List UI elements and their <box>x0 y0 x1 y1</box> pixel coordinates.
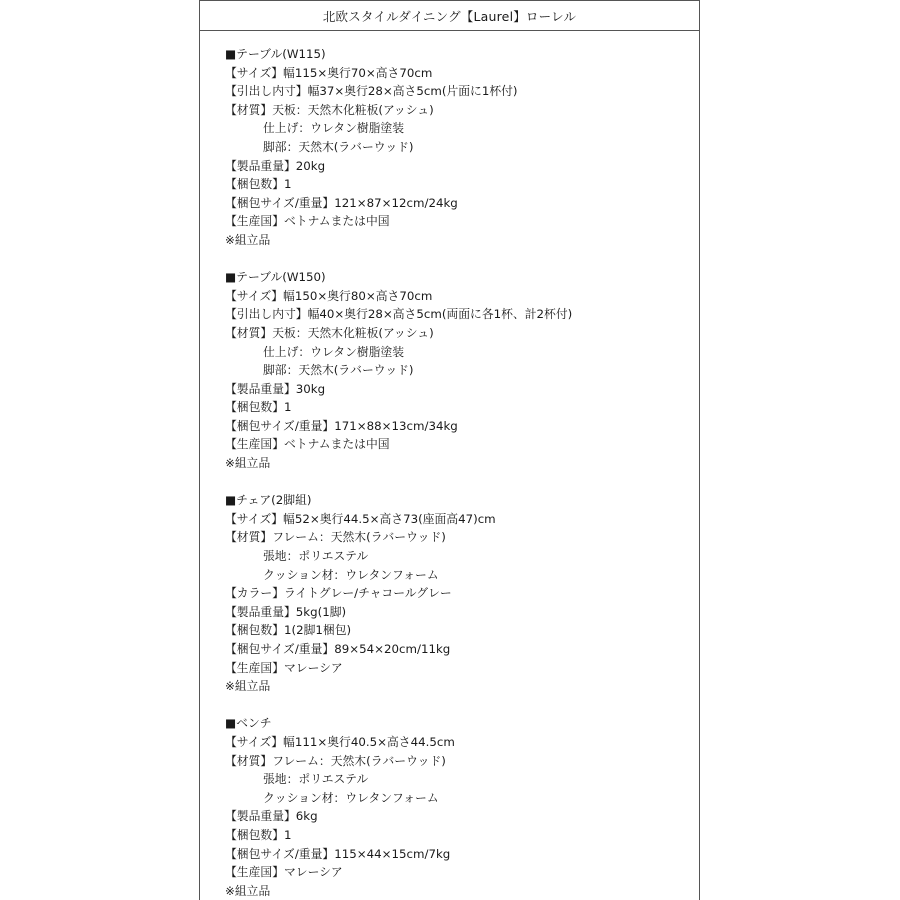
spec-section <box>225 714 695 900</box>
spec-line: 仕上げ：ウレタン樹脂塗装 <box>263 344 405 359</box>
spec-line: 【梱包サイズ/重量】171×88×13cm/34kg <box>225 418 458 433</box>
spec-line: 【梱包数】1(2脚1梱包) <box>225 623 352 638</box>
spec-section <box>225 268 695 473</box>
spec-line: 【生産国】ベトナムまたは中国 <box>225 214 390 229</box>
spec-line: 【材質】天板：天然木化粧板(アッシュ) <box>225 102 434 117</box>
section-heading: ■ベンチ <box>225 716 272 731</box>
spec-line: ※組立品 <box>225 232 271 247</box>
section-heading: ■テーブル(W115) <box>225 47 326 61</box>
spec-section <box>225 45 695 250</box>
spec-section <box>225 491 695 696</box>
spec-line: 【梱包数】1 <box>225 827 292 842</box>
section-heading: ■チェア(2脚組) <box>225 493 312 508</box>
section-heading: ■テーブル(W150) <box>225 270 326 285</box>
spec-line: 【製品重量】30kg <box>225 381 326 396</box>
spec-line: クッション材：ウレタンフォーム <box>263 790 439 805</box>
spec-line: 【カラー】ライトグレー/チャコールグレー <box>225 586 452 601</box>
spec-line: 【生産国】マレーシア <box>225 660 343 675</box>
spec-line: 【梱包数】1 <box>225 400 292 415</box>
section-spacer <box>225 696 695 715</box>
spec-line: 【材質】フレーム：天然木(ラバーウッド) <box>225 753 446 768</box>
section-spacer <box>225 250 695 269</box>
spec-line: 【製品重量】6kg <box>225 809 318 824</box>
spec-line: 【梱包数】1 <box>225 177 292 192</box>
spec-line: 【生産国】マレーシア <box>225 865 343 880</box>
spec-line: 【梱包サイズ/重量】115×44×15cm/7kg <box>225 846 451 861</box>
spec-sheet <box>199 0 700 900</box>
spec-line: 【製品重量】20kg <box>225 158 326 173</box>
spec-line: 張地：ポリエステル <box>263 772 369 787</box>
page-title: 北欧スタイルダイニング【Laurel】ローレル <box>200 1 699 31</box>
spec-line: 【梱包サイズ/重量】121×87×12cm/24kg <box>225 195 458 210</box>
spec-line: 【材質】フレーム：天然木(ラバーウッド) <box>225 530 446 545</box>
spec-line: 【引出し内寸】幅40×奥行28×高さ5cm(両面に各1杯、計2杯付) <box>225 307 573 322</box>
spec-line: 【生産国】ベトナムまたは中国 <box>225 437 390 452</box>
spec-line: 仕上げ：ウレタン樹脂塗装 <box>263 121 405 136</box>
spec-line: ※組立品 <box>225 883 271 898</box>
spec-line: 【製品重量】5kg(1脚) <box>225 604 347 619</box>
spec-line: 【サイズ】幅52×奥行44.5×高さ73(座面高47)cm <box>225 511 496 526</box>
spec-content <box>225 45 695 900</box>
spec-line: 【引出し内寸】幅37×奥行28×高さ5cm(片面に1杯付) <box>225 84 518 99</box>
section-spacer <box>225 473 695 492</box>
spec-line: 脚部：天然木(ラバーウッド) <box>263 363 414 378</box>
spec-line: 張地：ポリエステル <box>263 549 369 564</box>
spec-line: 【サイズ】幅115×奥行70×高さ70cm <box>225 65 433 80</box>
spec-line: ※組立品 <box>225 456 271 471</box>
spec-line: 【サイズ】幅111×奥行40.5×高さ44.5cm <box>225 734 455 749</box>
spec-line: ※組立品 <box>225 679 271 694</box>
spec-line: 【サイズ】幅150×奥行80×高さ70cm <box>225 288 433 303</box>
spec-line: 【材質】天板：天然木化粧板(アッシュ) <box>225 325 434 340</box>
spec-line: 【梱包サイズ/重量】89×54×20cm/11kg <box>225 642 451 656</box>
spec-line: 脚部：天然木(ラバーウッド) <box>263 139 414 154</box>
spec-line: クッション材：ウレタンフォーム <box>263 567 439 582</box>
